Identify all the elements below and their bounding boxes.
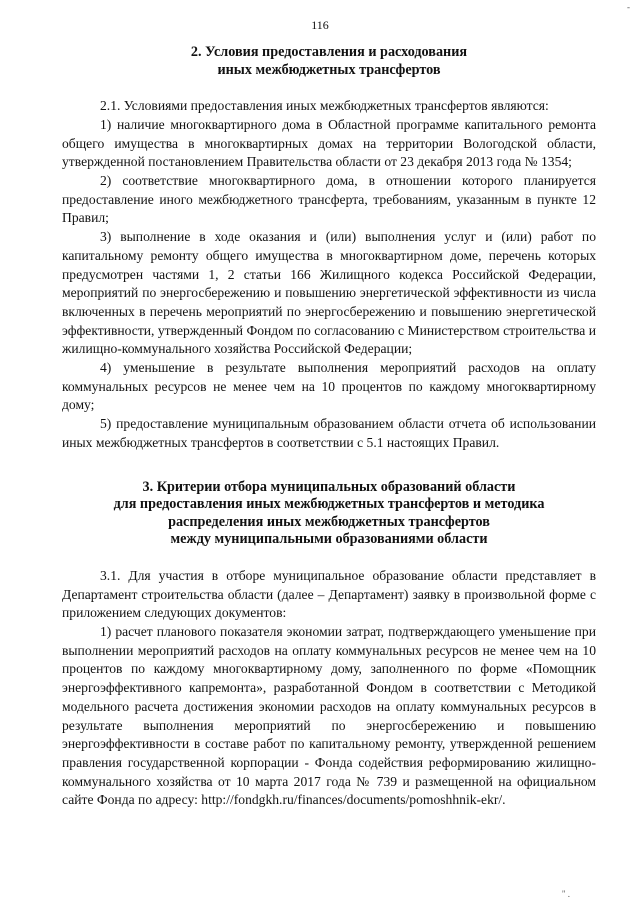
paragraph-2-1-item-5: 5) предоставление муниципальным образованием области отчета об использовании иных межбюджетных трансфертов в соответствии с 5.1 настоящих Правил. [62, 416, 596, 450]
paragraph-3-1: 3.1. Для участия в отборе муниципальное образование области представляет в Департамент строительства области (далее – Департамент) заявку в произвольной форме с приложением следующих документов: [62, 567, 596, 621]
section-3-heading [62, 479, 596, 549]
section-3-heading-line: между муниципальными образованиями области [170, 531, 488, 548]
scan-mark-bottom: " . [561, 889, 570, 899]
section-3-heading-line: распределения иных межбюджетных трансфертов [168, 513, 490, 530]
page-number: 116 [311, 18, 329, 32]
paragraph-2-1: 2.1. Условиями предоставления иных межбюджетных трансфертов являются: [100, 98, 549, 114]
paragraph-2-1-item-3: 3) выполнение в ходе оказания и (или) выполнения услуг и (или) работ по капитальному ремонту общего имущества в многоквартирном доме, перечень которых предусмотрен частями 1, 2 статьи 166 Жилищного кодекса Российской Федерации, мероприятий по энергосбережению и повышению энергетической эффективности из числа включенных в перечень мероприятий по энергосбережению и повышению энергетической эффективности, утвержденный Фондом по согласованию с Министерством строительства и жилищно-коммунального хозяйства Российской Федерации; [62, 229, 596, 357]
document-body [62, 44, 596, 810]
section-3-heading-line: для предоставления иных межбюджетных трансфертов и методика [113, 496, 545, 513]
scan-mark-top: - [627, 2, 630, 12]
paragraph-2-1-item-2: 2) соответствие многоквартирного дома, в отношении которого планируется предоставление иного межбюджетного трансферта, требованиям, указанным в пункте 12 Правил; [62, 173, 596, 226]
paragraph-3-1-item-1: 1) расчет планового показателя экономии затрат, подтверждающего уменьшение при выполнении мероприятий расходов на оплату коммунальных ресурсов не менее чем на 10 процентов по каждому многоквартирному дому, заполненного по форме «Помощник энергоэффективного капремонта», разработанной Фондом в соответствии с Методикой модельного расчета достижения экономии расходов на оплату коммунальных ресурсов в результате выполнения мероприятий по энергосбережению и повышению энергоэффективности в составе работ по капитальному ремонту, утвержденной решением правления государственной корпорации - Фонда содействия реформированию жилищно-коммунального хозяйства от 10 марта 2017 года № 739 и размещенной на официальном сайте Фонда по адресу: http://fondgkh.ru/finances/documents/pomoshhnik-ekr/. [62, 624, 596, 808]
section-3-heading-line: 3. Критерии отбора муниципальных образований области [142, 478, 516, 495]
paragraph-2-1-item-4: 4) уменьшение в результате выполнения мероприятий расходов на оплату коммунальных ресурсов не менее чем на 10 процентов по каждому многоквартирному дому; [62, 360, 596, 413]
section-2-heading [62, 44, 596, 79]
section-2-heading-line: 2. Условия предоставления и расходования [190, 44, 468, 60]
paragraph-2-1-item-1: 1) наличие многоквартирного дома в Областной программе капитального ремонта общего имущества в многоквартирных домах на территории Вологодской области, утвержденной постановлением Правительства области от 23 декабря 2013 года № 1354; [62, 116, 596, 170]
section-2-heading-line: иных межбюджетных трансфертов [217, 61, 441, 78]
